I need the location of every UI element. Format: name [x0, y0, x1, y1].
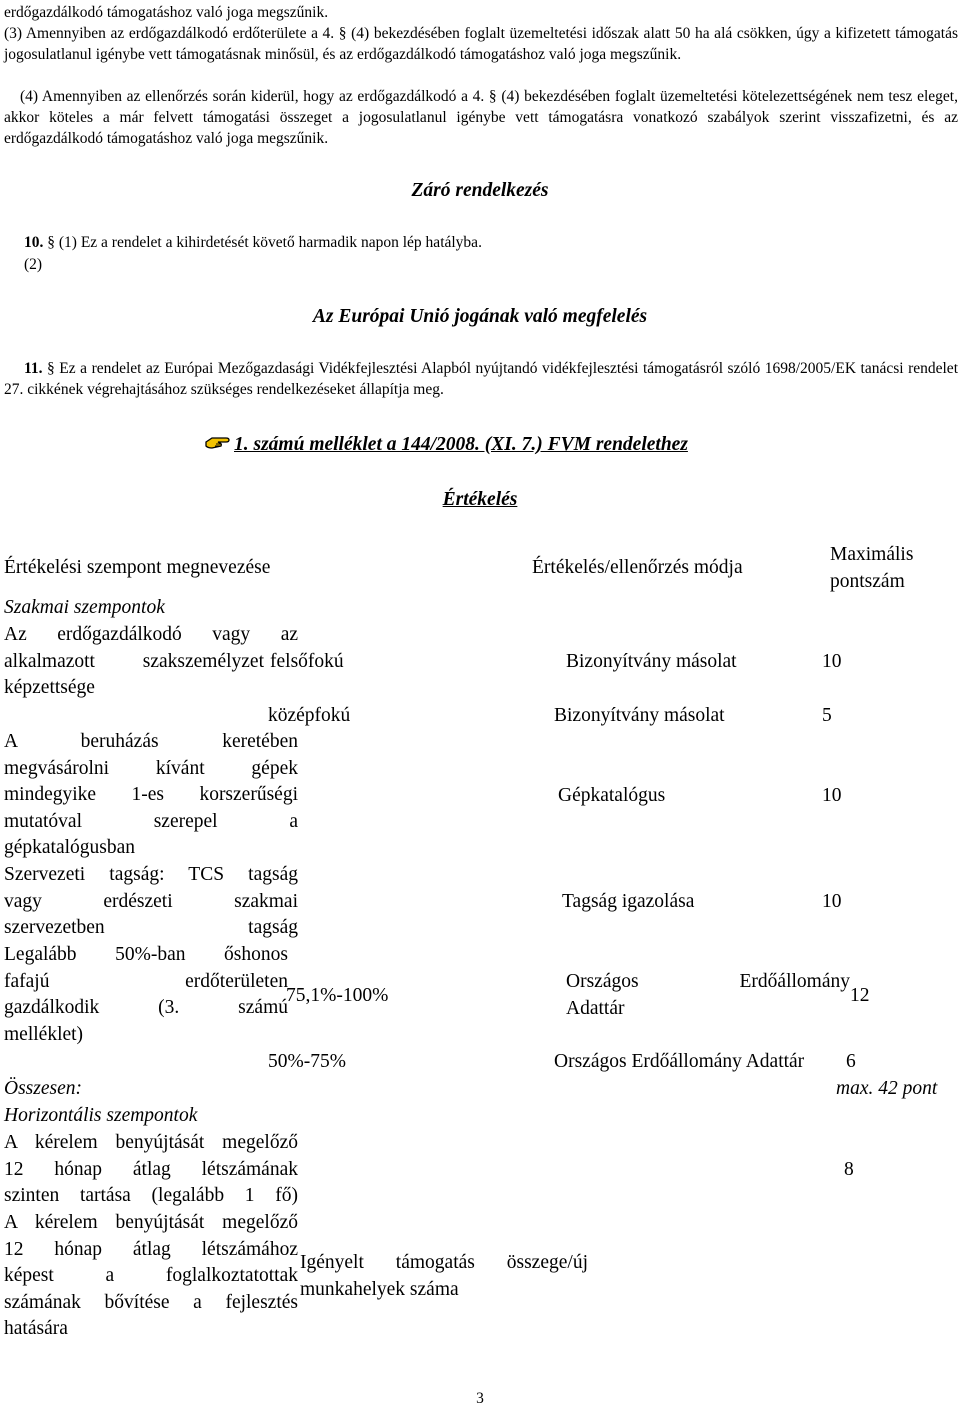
section-10-text: § (1) Ez a rendelet a kihirdetését követő harmadik napon lép hatályba.	[47, 234, 482, 251]
hrow-2-line-4: számának bővítése a fejlesztés	[4, 1291, 298, 1313]
row-1-method: Bizonyítvány másolat	[566, 651, 737, 672]
row-5-points: 12	[850, 985, 870, 1006]
row-6-method: Országos Erdőállomány Adattár	[554, 1051, 805, 1072]
row-1-line-1: Az erdőgazdálkodó vagy az	[4, 624, 298, 645]
row-4-line-3: szervezetben tagság	[4, 917, 298, 938]
row-2-points: 5	[822, 705, 832, 726]
row-5-line-1: Legalább 50%-ban őshonos	[4, 944, 288, 965]
header-max-line1: Maximális	[830, 544, 914, 565]
row-1-points: 10	[822, 651, 842, 672]
hrow-2-line-3: képest a foglalkoztatottak	[4, 1265, 298, 1286]
hrow-2-method	[300, 1250, 588, 1303]
row-1-line-3: képzettsége	[4, 677, 95, 698]
section-11	[4, 358, 958, 400]
section-professional: Szakmai szempontok	[4, 597, 165, 618]
section-11-number: 11.	[24, 360, 43, 377]
section-horizontal: Horizontális szempontok	[4, 1105, 198, 1126]
row-1-line-2: alkalmazott szakszemélyzet	[4, 650, 264, 672]
section-10	[24, 232, 482, 253]
section-10-number: 10.	[24, 234, 44, 251]
row-3-line-2: megvásárolni kívánt gépek	[4, 757, 298, 779]
row-4-criterion	[4, 862, 298, 942]
row-3-line-3: mindegyike 1-es korszerűségi	[4, 784, 298, 805]
row-5-method-line-1: Országos Erdőállomány	[566, 971, 850, 992]
header-max-points	[830, 542, 913, 595]
row-4-line-2: vagy erdészeti szakmai	[4, 890, 298, 912]
row-6-level: 50%-75%	[268, 1051, 346, 1072]
hrow-2-criterion	[4, 1210, 298, 1343]
row-5-line-3: gazdálkodik (3. számú	[4, 997, 288, 1018]
section-11-text: § Ez a rendelet az Európai Mezőgazdasági Vidékfejlesztési Alapból nyújtandó vidékfejlesztési támogatásról szóló 1698/2005/EK tanácsi rendelet 27. cikkének végrehajtásához szükséges rendelkezéseket állapítja meg.	[4, 360, 958, 398]
row-2-method: Bizonyítvány másolat	[554, 705, 725, 726]
hrow-1-criterion	[4, 1130, 298, 1210]
row-3-line-1: A beruházás keretében	[4, 731, 298, 752]
row-5-line-2: fafajú erdőterületen	[4, 970, 288, 992]
hrow-1-line-2: 12 hónap átlag létszámának	[4, 1158, 298, 1180]
hrow-1-line-1: A kérelem benyújtását megelőző	[4, 1132, 298, 1153]
pointing-hand-icon	[204, 430, 232, 452]
row-3-line-4: mutatóval szerepel a	[4, 810, 298, 832]
row-3-criterion	[4, 729, 298, 862]
row-1-criterion	[4, 622, 298, 702]
row-3-line-5: gépkatalógusban	[4, 837, 136, 858]
row-5-level: 75,1%-100%	[286, 985, 389, 1006]
total-label: Összesen:	[4, 1078, 82, 1099]
row-5-line-4: melléklet)	[4, 1023, 84, 1045]
row-5-method	[566, 969, 850, 1022]
closing-heading: Záró rendelkezés	[411, 180, 549, 201]
hrow-2-line-2: 12 hónap átlag létszámához	[4, 1238, 298, 1260]
row-4-method: Tagság igazolása	[562, 891, 695, 912]
hrow-2-method-line-1: Igényelt támogatás összege/új	[300, 1252, 588, 1273]
header-method: Értékelés/ellenőrzés módja	[532, 557, 743, 578]
row-4-line-1: Szervezeti tagság: TCS tagság	[4, 864, 298, 885]
section-10-paragraph-2: (2)	[24, 256, 43, 273]
row-2-level: középfokú	[268, 705, 351, 726]
row-6-points: 6	[846, 1051, 856, 1072]
annex-subtitle: Értékelés	[442, 489, 518, 510]
hrow-2-line-1: A kérelem benyújtását megelőző	[4, 1212, 298, 1233]
hrow-1-points: 8	[844, 1159, 854, 1180]
row-3-points: 10	[822, 785, 842, 806]
row-4-points: 10	[822, 891, 842, 912]
row-1-level: felsőfokú	[270, 651, 344, 672]
paragraph-3: (3) Amennyiben az erdőgazdálkodó erdőterülete a 4. § (4) bekezdésében foglalt üzemeltetési időszak alatt 50 ha alá csökken, úgy a kifizetett támogatás jogosulatlanul igénybe vett támogatásnak minősül, és az erdőgazdálkodó támogatáshoz való joga megszűnik.	[4, 25, 958, 63]
hrow-2-line-5: hatására	[4, 1318, 68, 1339]
header-max-line2: pontszám	[830, 570, 905, 592]
row-3-method: Gépkatalógus	[558, 785, 666, 806]
total-value: max. 42 pont	[836, 1078, 938, 1099]
eu-heading: Az Európai Unió jogának való megfelelés	[312, 306, 648, 327]
annex-title: 1. számú melléklet a 144/2008. (XI. 7.) FVM rendelethez	[234, 434, 688, 455]
paragraph-4: (4) Amennyiben az ellenőrzés során kiderül, hogy az erdőgazdálkodó a 4. § (4) bekezdésében foglalt üzemeltetési kötelezettségének nem tesz eleget, akkor köteles a már felvett támogatási összeget a jogosulatlanul igénybe vett támogatásra vonatkozó szabályok szerint visszafizetni, és az erdőgazdálkodó támogatáshoz való joga megszűnik.	[4, 88, 958, 147]
intro-line: erdőgazdálkodó támogatáshoz való joga megszűnik.	[4, 4, 329, 21]
hrow-2-method-line-2: munkahelyek száma	[300, 1278, 459, 1300]
hrow-1-line-3: szinten tartása (legalább 1 fő)	[4, 1185, 298, 1206]
row-5-criterion	[4, 942, 288, 1048]
page-number: 3	[476, 1390, 484, 1407]
header-criterion: Értékelési szempont megnevezése	[4, 557, 271, 578]
row-5-method-line-2: Adattár	[566, 997, 625, 1019]
